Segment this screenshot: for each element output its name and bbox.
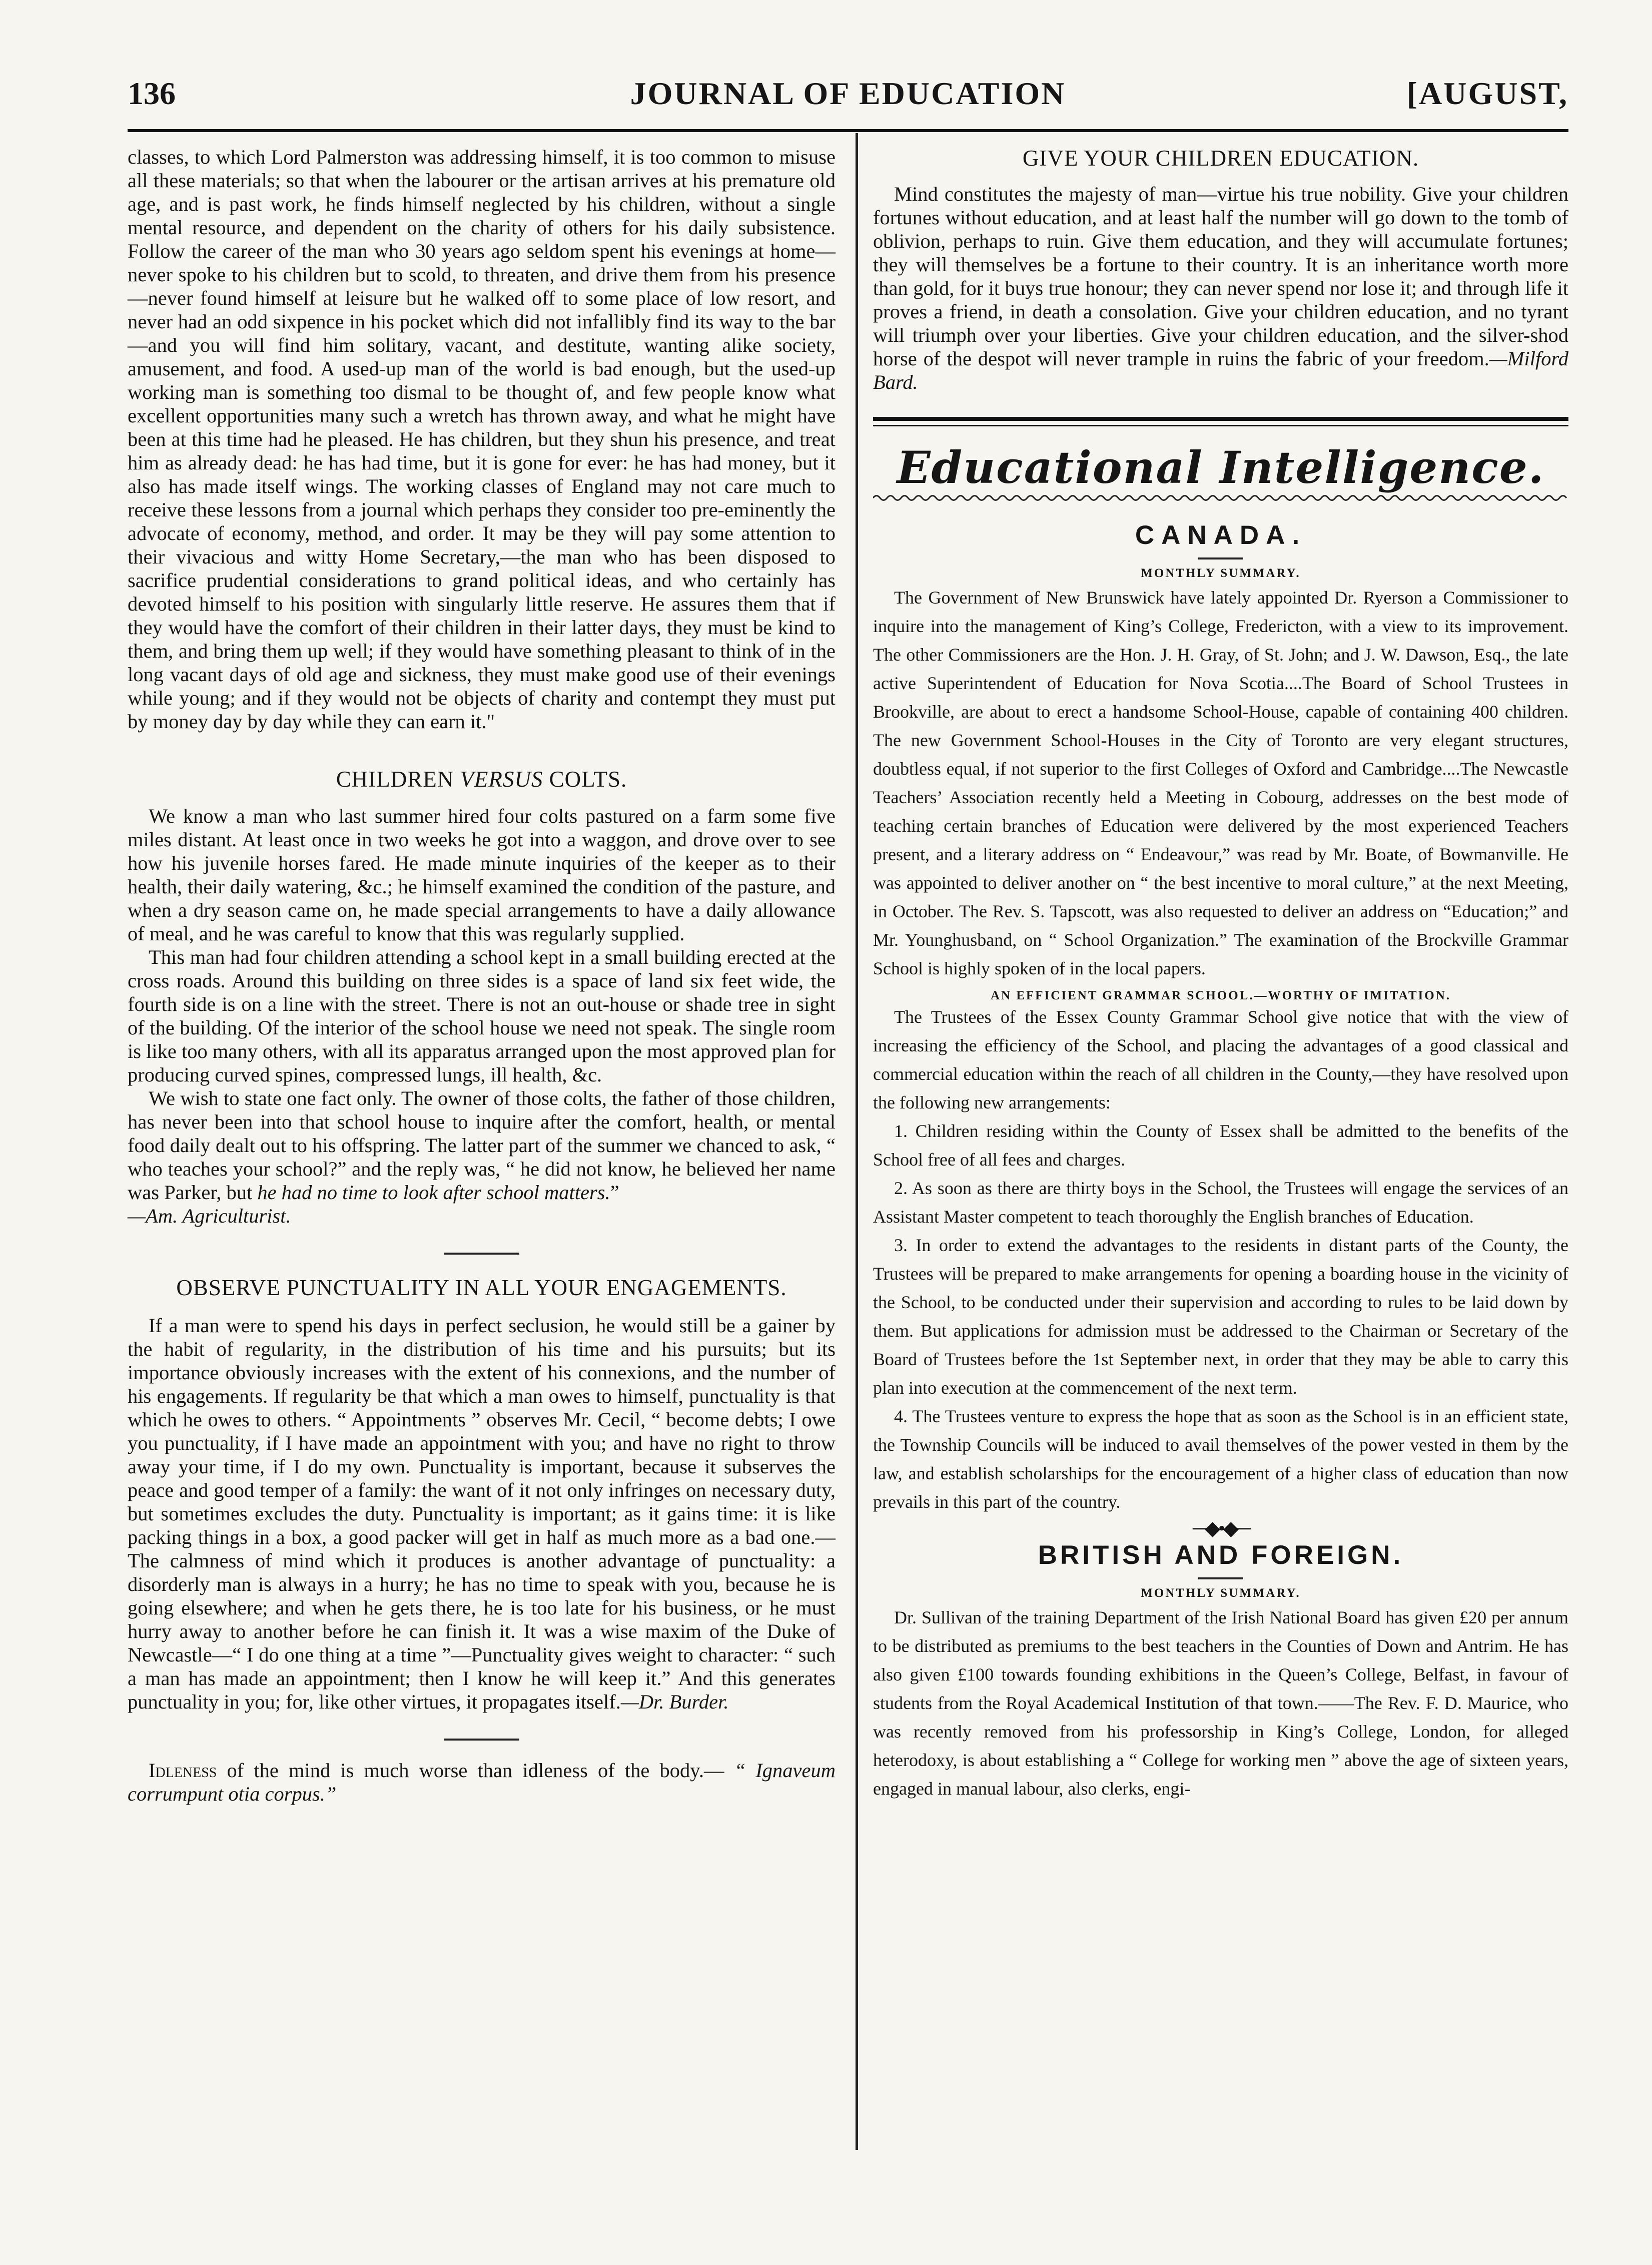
canada-summary-paragraph: The Government of New Brunswick have lately appointed Dr. Ryerson a Commissioner to inquire into the management of King’s College, Fredericton, with a view to its improvement. The other Commissioners are the Hon. J. H. Gray, of St. John; and J. W. Dawson, Esq., the late active Superintendent of Education for Nova Scotia....The Board of School Trustees in Brookville, are about to erect a handsome School-House, capable of containing 400 children. The new Government School-Houses in the City of Toronto are very elegant structures, doubtless equal, if not superior to the first Colleges of Oxford and Cambridge....The Newcastle Teachers’ Association recently held a Meeting in Cobourg, addresses on the best mode of teaching certain branches of Education were delivered by the most experienced Teachers present, and a literary address on “ Endeavour,” was read by Mr. Boate, of Bowmanville. He was appointed to deliver another on “ the best incentive to moral culture,” at the next Meeting, in October. The Rev. S. Tapscott, was also requested to deliver an address on “Education;” and Mr. Younghusband, on “ School Organization.” The examination of the Brockville Grammar School is highly spoken of in the local papers.: [873, 588, 1568, 978]
running-head: [128, 75, 1568, 130]
page-number: 136: [128, 76, 176, 111]
idleness-paragraph: Idleness of the mind is much worse than idleness of the body.— “ Ignaveum corrumpunt otia corpus.”: [128, 1759, 836, 1805]
ornament-divider: ─◆•◆─: [1192, 1517, 1249, 1539]
educational-intelligence-banner: Educational Intelligence.: [897, 441, 1545, 493]
british-monthly-summary-label: MONTHLY SUMMARY.: [1141, 1586, 1301, 1600]
children-paragraph-2: This man had four children attending a school kept in a small building erected at the cross roads. Around this building on three sides is a space of land six feet wide, the fourth side is on a line with the street. There is not an out-house or shade tree in sight of the building. Of the interior of the school house we need not speak. The single room is like too many others, with all its apparatus arranged upon the most approved plan for producing curved spines, compressed lungs, ill health, &c.: [128, 946, 836, 1086]
grammar-school-item: 1. Children residing within the County of Essex shall be admitted to the benefits of the School free of all fees and charges.: [873, 1121, 1568, 1170]
children-paragraph-3: We wish to state one fact only. The owner of those colts, the father of those children, has never been into that school house to inquire after the comfort, health, or mental food daily dealt out to his offspring. The latter part of the summer we chanced to ask, “ who teaches your school?” and the reply was, “ he did not know, he believed her name was Parker, but he had no time to look after school matters.”: [128, 1087, 836, 1204]
column-divider: [856, 133, 858, 2150]
canada-heading: CANADA.: [1135, 520, 1307, 550]
grammar-school-item: 3. In order to extend the advantages to the residents in distant parts of the County, the Trustees will be prepared to make arrangements for opening a boarding house in the vicinity of the School, to be conducted under their supervision and according to rules to be laid down by them. But applications for admission must be addressed to the Chairman or Secretary of the Board of Trustees before the 1st September next, in order that they may be able to carry this plan into execution at the commencement of the next term.: [873, 1235, 1568, 1398]
header-rule: [128, 129, 1568, 132]
grammar-school-item: 2. As soon as there are thirty boys in the School, the Trustees will engage the services of an Assistant Master competent to teach thoroughly the English branches of Education.: [873, 1178, 1568, 1227]
children-paragraph-1: We know a man who last summer hired four colts pastured on a farm some five miles distant. At least once in two weeks he got into a waggon, and drove over to see how his juvenile horses fared. He made minute inquiries of the keeper as to their health, their daily watering, &c.; he himself examined the condition of the pasture, and when a dry season came on, he made special arrangements to have a daily allowance of meal, and he was careful to know that this was regularly supplied.: [128, 805, 836, 945]
canada-monthly-summary-label: MONTHLY SUMMARY.: [1141, 567, 1301, 580]
punctuality-heading: OBSERVE PUNCTUALITY IN ALL YOUR ENGAGEMENTS.: [176, 1275, 787, 1300]
left-column: [128, 145, 836, 1806]
journal-title: JOURNAL OF EDUCATION: [630, 76, 1066, 111]
right-column: [873, 145, 1568, 1803]
british-and-foreign-heading: BRITISH AND FOREIGN.: [1038, 1540, 1404, 1570]
grammar-school-intro: The Trustees of the Essex County Grammar School give notice that with the view of increasing the efficiency of the School, and placing the advantages of a good classical and commercial education within the reach of all children in the County,—they have resolved upon the following new arrangements:: [873, 1007, 1568, 1112]
grammar-school-item: 4. The Trustees venture to express the hope that as soon as the School is in an efficient state, the Township Councils will be induced to avail themselves of the power vested in them by the law, and establish scholarships for the encouragement of a higher class of education than now prevails in this part of the country.: [873, 1406, 1568, 1512]
give-children-education-heading: GIVE YOUR CHILDREN EDUCATION.: [1022, 146, 1419, 171]
efficient-grammar-school-heading: AN EFFICIENT GRAMMAR SCHOOL.—WORTHY OF IMITATION.: [991, 989, 1451, 1002]
wavy-rule: [873, 493, 1568, 502]
issue-month: [AUGUST,: [1406, 76, 1568, 111]
double-rule: [873, 417, 1568, 426]
children-source: —Am. Agriculturist.: [128, 1205, 291, 1227]
punctuality-paragraph: If a man were to spend his days in perfect seclusion, he would still be a gainer by the habit of regularity, in the distribution of his time and his pursuits; but its importance obviously increases with the extent of his connexions, and the number of his engagements. If regularity be that which a man owes to himself, punctuality is that which he owes to others. “ Appointments ” observes Mr. Cecil, “ become debts; I owe you punctuality, if I have made an appointment with you; and have no right to throw away your time, if I do my own. Punctuality is important, because it subserves the peace and good temper of a family: the want of it not only infringes on necessary duty, but sometimes excludes the duty. Punctuality is important; as it gains time: it is like packing things in a box, a good packer will get in half as much more as a bad one.—The calmness of mind which it produces is another advantage of punctuality: a disorderly man is always in a hurry; he has no time to speak with you, because he is going elsewhere; and when he gets there, he is too late for his business, or he must hurry away to another before he can finish it. It was a wise maxim of the Duke of Newcastle—“ I do one thing at a time ”—Punctuality gives weight to character: “ such a man has made an appointment; then I know he will keep it.” And this generates punctuality in you; for, like other virtues, it propagates itself.—Dr. Burder.: [128, 1314, 836, 1713]
intro-paragraph: classes, to which Lord Palmerston was addressing himself, it is too common to misuse all these materials; so that when the labourer or the artisan arrives at his premature old age, and is past work, he finds himself neglected by his children, without a single mental resource, and dependent on the charity of others for his daily subsistence. Follow the career of the man who 30 years ago seldom spent his evenings at home—never spoke to his children but to scold, to threaten, and drive them from his presence—never found himself at leisure but he walked off to some place of low resort, and never had an odd sixpence in his pocket which did not infallibly find its way to the bar—and you will find him solitary, vacant, and destitute, wanting alike society, amusement, and food. A used-up man of the world is bad enough, but the used-up working man is something too dismal to be thought of, and few people know what excellent opportunities many such a wretch has thrown away, and what he might have been at this time had he pleased. He has children, but they shun his presence, and treat him as already dead: he has had time, but it is gone for ever: he has had money, but it also has made itself wings. The working classes of England may not care much to receive these lessons from a journal which perhaps they consider too pre-eminently the advocate of economy, method, and order. It may be they will pay some attention to their vivacious and witty Home Secretary,—the man who has been disposed to sacrifice prudential considerations to grand political ideas, and who certainly has devoted himself to his position with singularly little reserve. He assures them that if they would have the comfort of their children in their latter days, they must be kind to them, and bring them up well; if they would have something pleasant to think of in the long vacant days of old age and sickness, they must make good use of their evenings while young; and if they would not be objects of charity and contempt they must put by money day by day while they can earn it.": [128, 146, 836, 733]
british-summary-paragraph: Dr. Sullivan of the training Department of the Irish National Board has given £20 per annum to be distributed as premiums to the best teachers in the Counties of Down and Antrim. He has also given £100 towards founding exhibitions in the Queen’s College, Belfast, in favour of students from the Royal Academical Institution of that town.——The Rev. F. D. Maurice, who was recently removed from his professorship in King’s College, London, for alleged heterodoxy, is about establishing a “ College for working men ” above the age of sixteen years, engaged in manual labour, also clerks, engi-: [873, 1607, 1568, 1799]
give-children-paragraph: Mind constitutes the majesty of man—virtue his true nobility. Give your children fortunes without education, and at least half the number will go down to the tomb of oblivion, perhaps to ruin. Give them education, and they will accumulate fortunes; they will themselves be a fortune to their country. It is an inheritance worth more than gold, for it buys true honour; they can never spend nor lose it; and through life it proves a friend, in death a consolation. Give your children education, and no tyrant will triumph over your liberties. Give your children education, and the silver-shod horse of the despot will never trample in ruins the fabric of your freedom.—Milford Bard.: [873, 183, 1568, 393]
children-versus-colts-heading: CHILDREN VERSUS COLTS.: [336, 767, 627, 792]
